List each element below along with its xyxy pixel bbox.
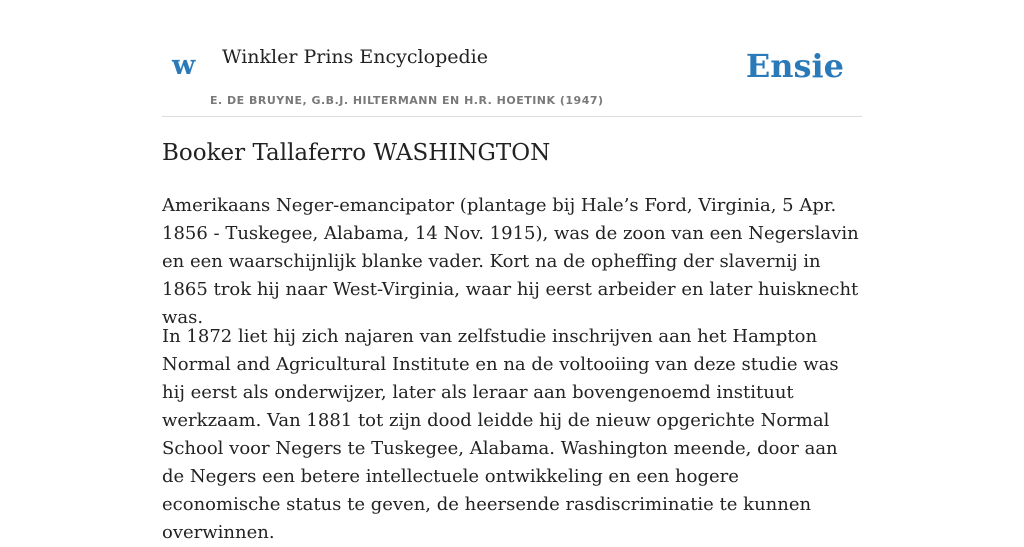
winkler-prins-logo[interactable]: w xyxy=(172,50,196,81)
article-title: Booker Tallaferro WASHINGTON xyxy=(162,140,551,166)
authors-byline: E. DE BRUYNE, G.B.J. HILTERMANN EN H.R. HOETINK (1947) xyxy=(210,94,604,107)
site-title[interactable]: Winkler Prins Encyclopedie xyxy=(222,46,488,68)
page xyxy=(162,0,862,543)
article-paragraph: Amerikaans Neger-emancipator (plantage bij Hale’s Ford, Virginia, 5 Apr. 1856 - Tuskegee, Alabama, 14 Nov. 1915), was de zoon van een Negerslavin en een waarschijnlijk blanke vader. Kort na de opheffing der slavernij in 1865 trok hij naar West-Virginia, waar hij eerst arbeider en later huisknecht was. xyxy=(162,195,859,328)
article-paragraph: In 1872 liet hij zich najaren van zelfstudie inschrijven aan het Hampton Normal and Agricultural Institute en na de voltooiing van deze studie was hij eerst als onderwijzer, later als leraar aan bovengenoemd instituut werkzaam. Van 1881 tot zijn dood leidde hij de nieuw opgerichte Normal School voor Negers te Tuskegee, Alabama. Washington meende, door aan de Negers een betere intellectuele ontwikkeling en een hogere economische status te geven, de heersende rasdiscriminatie te kunnen overwinnen. xyxy=(162,326,839,543)
ensie-logo[interactable]: Ensie xyxy=(745,47,844,85)
header xyxy=(162,0,862,117)
